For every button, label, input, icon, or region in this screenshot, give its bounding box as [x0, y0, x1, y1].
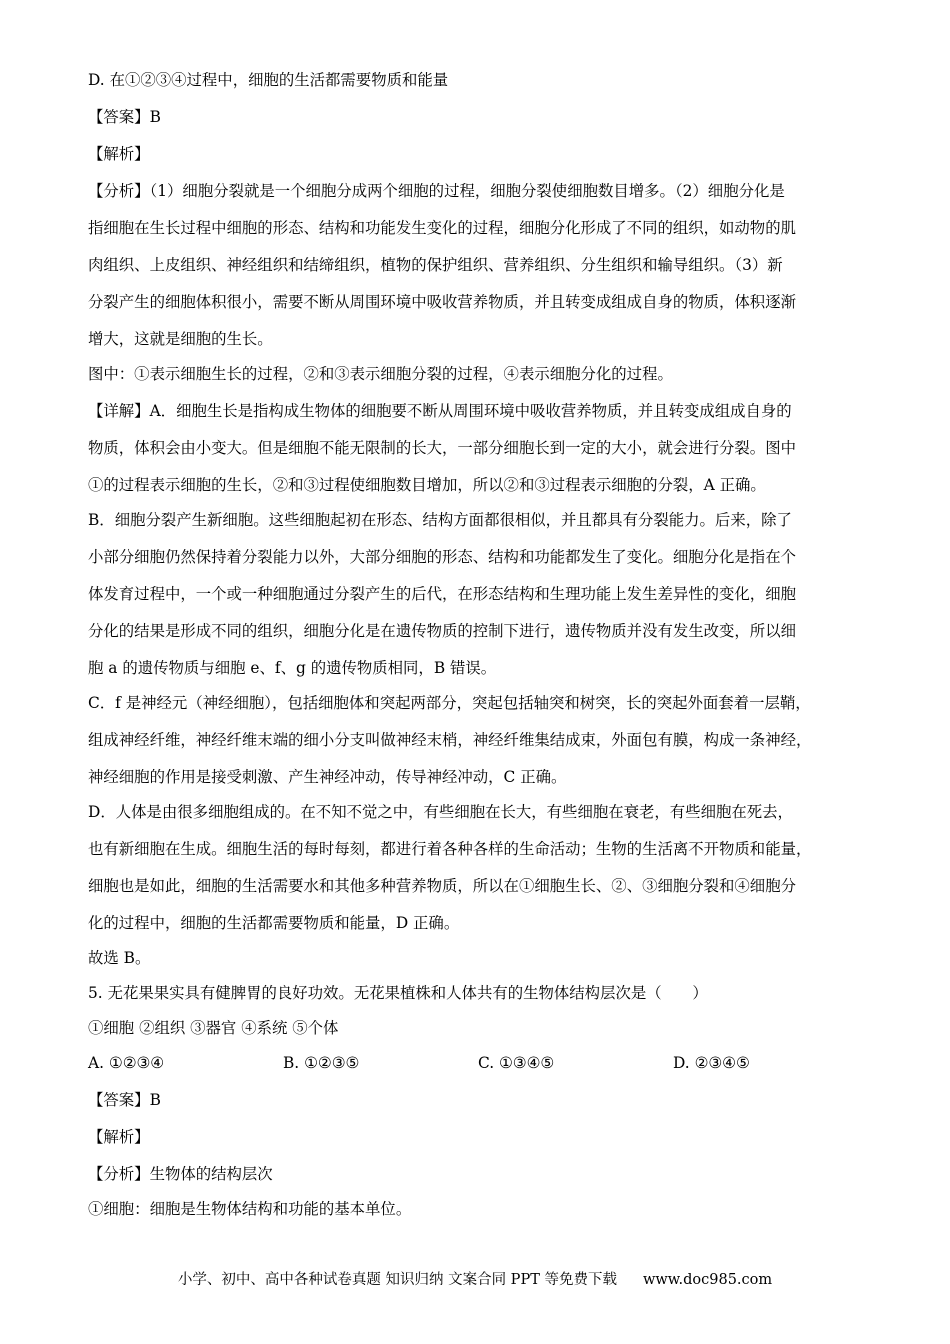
conclusion: 故选 B。: [88, 949, 151, 967]
analysis-line: 指细胞在生长过程中细胞的形态、结构和功能发生变化的过程，细胞分化形成了不同的组织，如动物的肌: [88, 219, 796, 237]
figure-note: 图中：①表示细胞生长的过程，②和③表示细胞分裂的过程，④表示细胞分化的过程。: [88, 365, 673, 383]
option-b: B. ①②③⑤: [283, 1054, 360, 1072]
detail-c-line: 组成神经纤维，神经纤维末端的细小分支叫做神经末梢，神经纤维集结成束，外面包有膜，构成一条神经，: [88, 731, 812, 749]
analysis-label: 【解析】: [88, 145, 150, 163]
detail-b-line: 分化的结果是形成不同的组织，细胞分化是在遗传物质的控制下进行，遗传物质并没有发生改变，所以细: [88, 622, 796, 640]
answer-label: 【答案】B: [88, 1091, 161, 1109]
detail-d-line: 也有新细胞在生成。细胞生活的每时每刻，都进行着各种各样的生命活动；生物的生活离不开物质和能量，: [88, 840, 812, 858]
analysis-line: ①细胞：细胞是生物体结构和功能的基本单位。: [88, 1200, 412, 1218]
detail-d-line: D．人体是由很多细胞组成的。在不知不觉之中，有些细胞在长大，有些细胞在衰老，有些细胞在死去，: [88, 803, 793, 821]
detail-a-line: 【详解】A．细胞生长是指构成生物体的细胞要不断从周围环境中吸收营养物质，并且转变成组成自身的: [88, 402, 792, 420]
option-d-prev-question: D. 在①②③④过程中，细胞的生活都需要物质和能量: [88, 71, 449, 89]
option-d: D. ②③④⑤: [673, 1054, 750, 1072]
page-footer: [0, 1270, 950, 1290]
analysis-line: 增大，这就是细胞的生长。: [88, 330, 273, 348]
analysis-label: 【解析】: [88, 1128, 150, 1146]
detail-b-line: B．细胞分裂产生新细胞。这些细胞起初在形态、结构方面都很相似，并且都具有分裂能力。后来，除了: [88, 511, 792, 529]
detail-c-line: C．f 是神经元（神经细胞），包括细胞体和突起两部分，突起包括轴突和树突，长的突起外面套着一层鞘，: [88, 694, 811, 712]
detail-b-line: 体发育过程中，一个或一种细胞通过分裂产生的后代，在形态结构和生理功能上发生差异性的变化，细胞: [88, 585, 796, 603]
detail-b-line: 小部分细胞仍然保持着分裂能力以外，大部分细胞的形态、结构和功能都发生了变化。细胞分化是指在个: [88, 548, 796, 566]
answer-options: [88, 1053, 872, 1074]
analysis-line: 肉组织、上皮组织、神经组织和结缔组织，植物的保护组织、营养组织、分生组织和输导组织。（3）新: [88, 256, 783, 274]
answer-label: 【答案】B: [88, 108, 161, 126]
detail-d-line: 细胞也是如此，细胞的生活需要水和其他多种营养物质，所以在①细胞生长、②、③细胞分裂和④细胞分: [88, 877, 796, 895]
question-5: 5. 无花果果实具有健脾胃的良好功效。无花果植株和人体共有的生物体结构层次是（ ）: [88, 984, 708, 1002]
analysis-line: 【分析】（1）细胞分裂就是一个细胞分成两个细胞的过程，细胞分裂使细胞数目增多。（2）细胞分化是: [88, 182, 785, 200]
footer-url: www.doc985.com: [642, 1272, 773, 1288]
option-a: A. ①②③④: [88, 1054, 165, 1072]
detail-b-line: 胞 a 的遗传物质与细胞 e、f、g 的遗传物质相同，B 错误。: [88, 659, 497, 677]
analysis-line: 分裂产生的细胞体积很小，需要不断从周围环境中吸收营养物质，并且转变成组成自身的物质，体积逐渐: [88, 293, 796, 311]
question-5-items: ①细胞 ②组织 ③器官 ④系统 ⑤个体: [88, 1019, 339, 1037]
detail-a-line: 物质，体积会由小变大。但是细胞不能无限制的长大，一部分细胞长到一定的大小，就会进行分裂。图中: [88, 439, 796, 457]
option-c: C. ①③④⑤: [478, 1054, 555, 1072]
detail-a-line: ①的过程表示细胞的生长，②和③过程使细胞数目增加，所以②和③过程表示细胞的分裂，A 正确。: [88, 476, 766, 494]
document-body: [88, 70, 872, 1236]
detail-d-line: 化的过程中，细胞的生活都需要物质和能量，D 正确。: [88, 914, 460, 932]
footer-text: 小学、初中、高中各种试卷真题 知识归纳 文案合同 PPT 等免费下载: [177, 1272, 617, 1288]
analysis-heading: 【分析】生物体的结构层次: [88, 1165, 273, 1183]
detail-c-line: 神经细胞的作用是接受刺激、产生神经冲动，传导神经冲动，C 正确。: [88, 768, 567, 786]
